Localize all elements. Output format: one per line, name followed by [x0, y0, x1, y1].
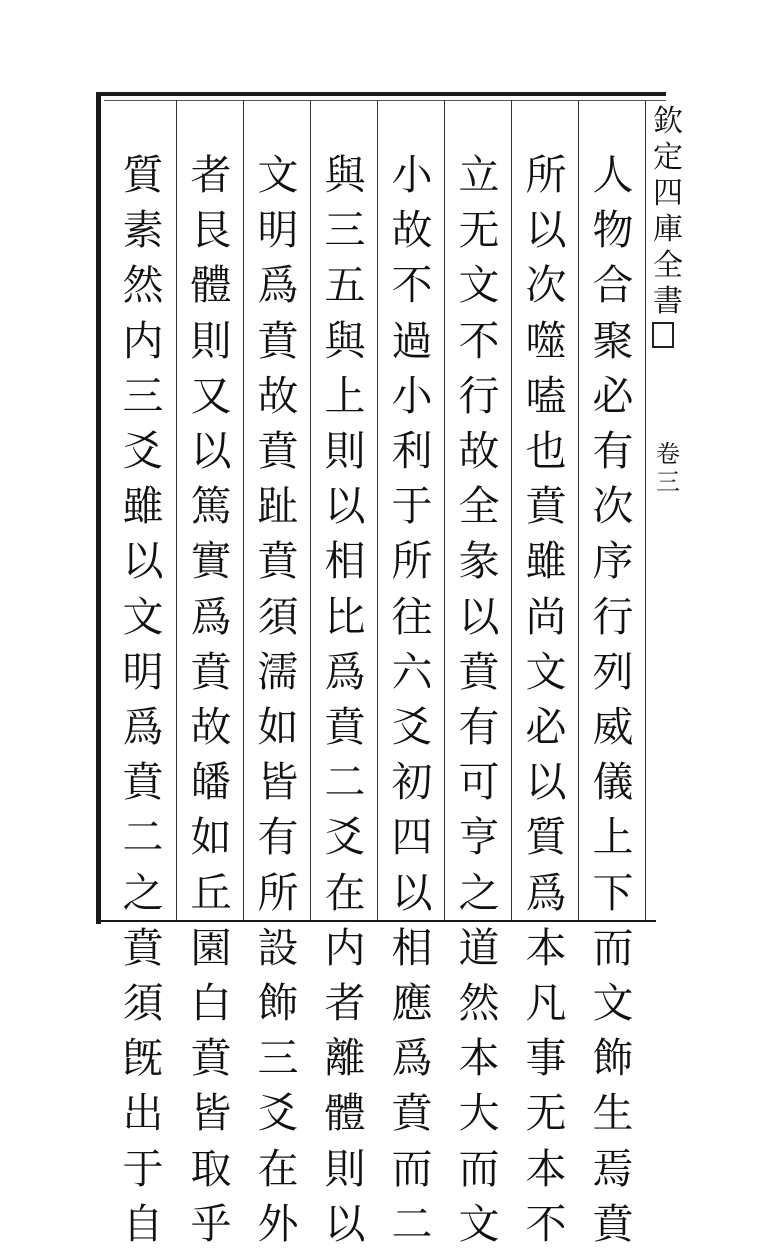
- glyph: 下: [592, 868, 634, 917]
- glyph: 全: [458, 482, 500, 531]
- glyph: 以: [391, 868, 433, 917]
- glyph: 賁: [391, 1089, 433, 1138]
- glyph: 丘: [190, 868, 232, 917]
- glyph: 以: [324, 482, 366, 531]
- glyph: 本: [525, 923, 567, 972]
- glyph: 則: [324, 1144, 366, 1193]
- text-column-4: [381, 148, 443, 1252]
- glyph: 以: [324, 1199, 366, 1248]
- section-mark: [652, 322, 674, 348]
- glyph: 卷: [656, 440, 680, 468]
- glyph: 自: [122, 1199, 164, 1248]
- glyph: 雖: [122, 482, 164, 531]
- glyph: 必: [525, 703, 567, 752]
- glyph: 體: [190, 261, 232, 310]
- glyph: 无: [458, 206, 500, 255]
- book-title-margin: [648, 104, 688, 344]
- glyph: 如: [257, 703, 299, 752]
- glyph: 噬: [525, 316, 567, 365]
- glyph: 故: [391, 206, 433, 255]
- glyph: 不: [391, 261, 433, 310]
- glyph: 賁: [525, 482, 567, 531]
- glyph: 焉: [592, 1144, 634, 1193]
- glyph: 六: [391, 647, 433, 696]
- glyph: 賁: [122, 923, 164, 972]
- glyph: 上: [592, 813, 634, 862]
- frame-top-border: [96, 92, 666, 96]
- glyph: 小: [391, 371, 433, 420]
- volume-label: [648, 440, 688, 520]
- glyph: 列: [592, 647, 634, 696]
- glyph: 于: [122, 1144, 164, 1193]
- glyph: 濡: [257, 647, 299, 696]
- glyph: 故: [190, 703, 232, 752]
- glyph: 飾: [592, 1034, 634, 1083]
- glyph: 内: [122, 316, 164, 365]
- glyph: 在: [257, 1144, 299, 1193]
- column-rule: [645, 100, 646, 920]
- frame-inner-border: [104, 100, 666, 101]
- glyph: 利: [391, 427, 433, 476]
- glyph: 與: [324, 316, 366, 365]
- column-rule: [511, 100, 512, 920]
- glyph: 應: [391, 979, 433, 1028]
- glyph: 白: [190, 979, 232, 1028]
- glyph: 相: [324, 537, 366, 586]
- glyph: 物: [592, 206, 634, 255]
- glyph: 有: [592, 427, 634, 476]
- glyph: 彖: [458, 537, 500, 586]
- glyph: 欽: [653, 104, 683, 139]
- glyph: 尚: [525, 592, 567, 641]
- glyph: 三: [324, 206, 366, 255]
- glyph: 賁: [190, 647, 232, 696]
- glyph: 三: [656, 468, 680, 496]
- glyph: 體: [324, 1089, 366, 1138]
- glyph: 旣: [122, 1034, 164, 1083]
- glyph: 者: [324, 979, 366, 1028]
- glyph: 爲: [525, 868, 567, 917]
- glyph: 凡: [525, 979, 567, 1028]
- glyph: 人: [592, 151, 634, 199]
- glyph: 三: [257, 1034, 299, 1083]
- glyph: 立: [458, 151, 500, 199]
- glyph: 質: [122, 151, 164, 199]
- glyph: 所: [525, 151, 567, 199]
- glyph: 行: [592, 592, 634, 641]
- glyph: 五: [324, 261, 366, 310]
- column-rule: [243, 100, 244, 920]
- glyph: 然: [122, 261, 164, 310]
- glyph: 定: [653, 140, 683, 175]
- glyph: 設: [257, 923, 299, 972]
- frame-left-border: [96, 92, 101, 924]
- glyph: 又: [190, 371, 232, 420]
- glyph: 可: [458, 758, 500, 807]
- glyph: 飾: [257, 979, 299, 1028]
- glyph: 次: [525, 261, 567, 310]
- glyph: 須: [122, 979, 164, 1028]
- glyph: 不: [525, 1199, 567, 1248]
- glyph: 賁: [190, 1034, 232, 1083]
- glyph: 爻: [122, 427, 164, 476]
- glyph: 四: [653, 176, 683, 211]
- glyph: 以: [525, 206, 567, 255]
- column-rule: [377, 100, 378, 920]
- text-column-5: [314, 148, 376, 1252]
- glyph: 則: [190, 316, 232, 365]
- glyph: 本: [525, 1144, 567, 1193]
- glyph: 質: [525, 813, 567, 862]
- glyph: 文: [525, 647, 567, 696]
- glyph: 之: [458, 868, 500, 917]
- glyph: 相: [391, 923, 433, 972]
- text-column-3: [448, 148, 510, 1252]
- glyph: 二: [324, 758, 366, 807]
- glyph: 以: [122, 537, 164, 586]
- glyph: 則: [324, 427, 366, 476]
- text-column-2: [515, 148, 577, 1252]
- glyph: 艮: [190, 206, 232, 255]
- glyph: 合: [592, 261, 634, 310]
- glyph: 離: [324, 1034, 366, 1083]
- glyph: 而: [592, 923, 634, 972]
- glyph: 以: [190, 427, 232, 476]
- glyph: 須: [257, 592, 299, 641]
- glyph: 文: [458, 261, 500, 310]
- glyph: 故: [257, 371, 299, 420]
- glyph: 之: [122, 868, 164, 917]
- glyph: 賁: [122, 758, 164, 807]
- glyph: 本: [458, 1034, 500, 1083]
- glyph: 出: [122, 1089, 164, 1138]
- glyph: 乎: [190, 1199, 232, 1248]
- glyph: 有: [458, 703, 500, 752]
- glyph: 書: [653, 284, 683, 319]
- glyph: 道: [458, 923, 500, 972]
- glyph: 爲: [190, 592, 232, 641]
- column-rule: [578, 100, 579, 920]
- glyph: 嗑: [525, 371, 567, 420]
- glyph: 篤: [190, 482, 232, 531]
- column-rule: [444, 100, 445, 920]
- glyph: 賁: [257, 316, 299, 365]
- glyph: 賁: [257, 427, 299, 476]
- glyph: 威: [592, 703, 634, 752]
- glyph: 素: [122, 206, 164, 255]
- glyph: 不: [458, 316, 500, 365]
- glyph: 實: [190, 537, 232, 586]
- glyph: 在: [324, 868, 366, 917]
- column-rule: [310, 100, 311, 920]
- text-column-1: [582, 148, 644, 1252]
- glyph: 小: [391, 151, 433, 199]
- glyph: 外: [257, 1199, 299, 1248]
- glyph: 聚: [592, 316, 634, 365]
- glyph: 亨: [458, 813, 500, 862]
- glyph: 于: [391, 482, 433, 531]
- glyph: 爲: [257, 261, 299, 310]
- glyph: 二: [391, 1199, 433, 1248]
- glyph: 次: [592, 482, 634, 531]
- glyph: 初: [391, 758, 433, 807]
- column-rule: [176, 100, 177, 920]
- glyph: 賁: [458, 647, 500, 696]
- glyph: 四: [391, 813, 433, 862]
- glyph: 爲: [324, 647, 366, 696]
- glyph: 故: [458, 427, 500, 476]
- glyph: 二: [122, 813, 164, 862]
- glyph: 與: [324, 151, 366, 199]
- glyph: 賁: [592, 1199, 634, 1248]
- glyph: 有: [257, 813, 299, 862]
- glyph: 皤: [190, 758, 232, 807]
- glyph: 必: [592, 371, 634, 420]
- glyph: 全: [653, 248, 683, 283]
- glyph: 所: [391, 537, 433, 586]
- glyph: 然: [458, 979, 500, 1028]
- glyph: 事: [525, 1034, 567, 1083]
- glyph: 趾: [257, 482, 299, 531]
- glyph: 爻: [391, 703, 433, 752]
- glyph: 取: [190, 1144, 232, 1193]
- glyph: 爲: [391, 1034, 433, 1083]
- glyph: 往: [391, 592, 433, 641]
- glyph: 雖: [525, 537, 567, 586]
- glyph: 賁: [324, 703, 366, 752]
- glyph: 儀: [592, 758, 634, 807]
- glyph: 如: [190, 813, 232, 862]
- glyph: 以: [458, 592, 500, 641]
- glyph: 明: [122, 647, 164, 696]
- glyph: 過: [391, 316, 433, 365]
- glyph: 皆: [190, 1089, 232, 1138]
- glyph: 生: [592, 1089, 634, 1138]
- glyph: 文: [122, 592, 164, 641]
- glyph: 文: [458, 1199, 500, 1248]
- glyph: 序: [592, 537, 634, 586]
- glyph: 園: [190, 923, 232, 972]
- glyph: 爻: [324, 813, 366, 862]
- glyph: 大: [458, 1089, 500, 1138]
- glyph: 也: [525, 427, 567, 476]
- glyph: 庫: [653, 212, 683, 247]
- text-column-8: [112, 148, 174, 1252]
- text-column-7: [180, 148, 242, 1252]
- glyph: 者: [190, 151, 232, 199]
- glyph: 明: [257, 206, 299, 255]
- glyph: 所: [257, 868, 299, 917]
- glyph: 内: [324, 923, 366, 972]
- glyph: 三: [122, 371, 164, 420]
- glyph: 而: [391, 1144, 433, 1193]
- glyph: 比: [324, 592, 366, 641]
- glyph: 而: [458, 1144, 500, 1193]
- glyph: 賁: [257, 537, 299, 586]
- glyph: 上: [324, 371, 366, 420]
- glyph: 皆: [257, 758, 299, 807]
- glyph: 以: [525, 758, 567, 807]
- glyph: 爲: [122, 703, 164, 752]
- glyph: 文: [592, 979, 634, 1028]
- text-column-6: [247, 148, 309, 1252]
- glyph: 无: [525, 1089, 567, 1138]
- glyph: 行: [458, 371, 500, 420]
- glyph: 文: [257, 151, 299, 199]
- glyph: 爻: [257, 1089, 299, 1138]
